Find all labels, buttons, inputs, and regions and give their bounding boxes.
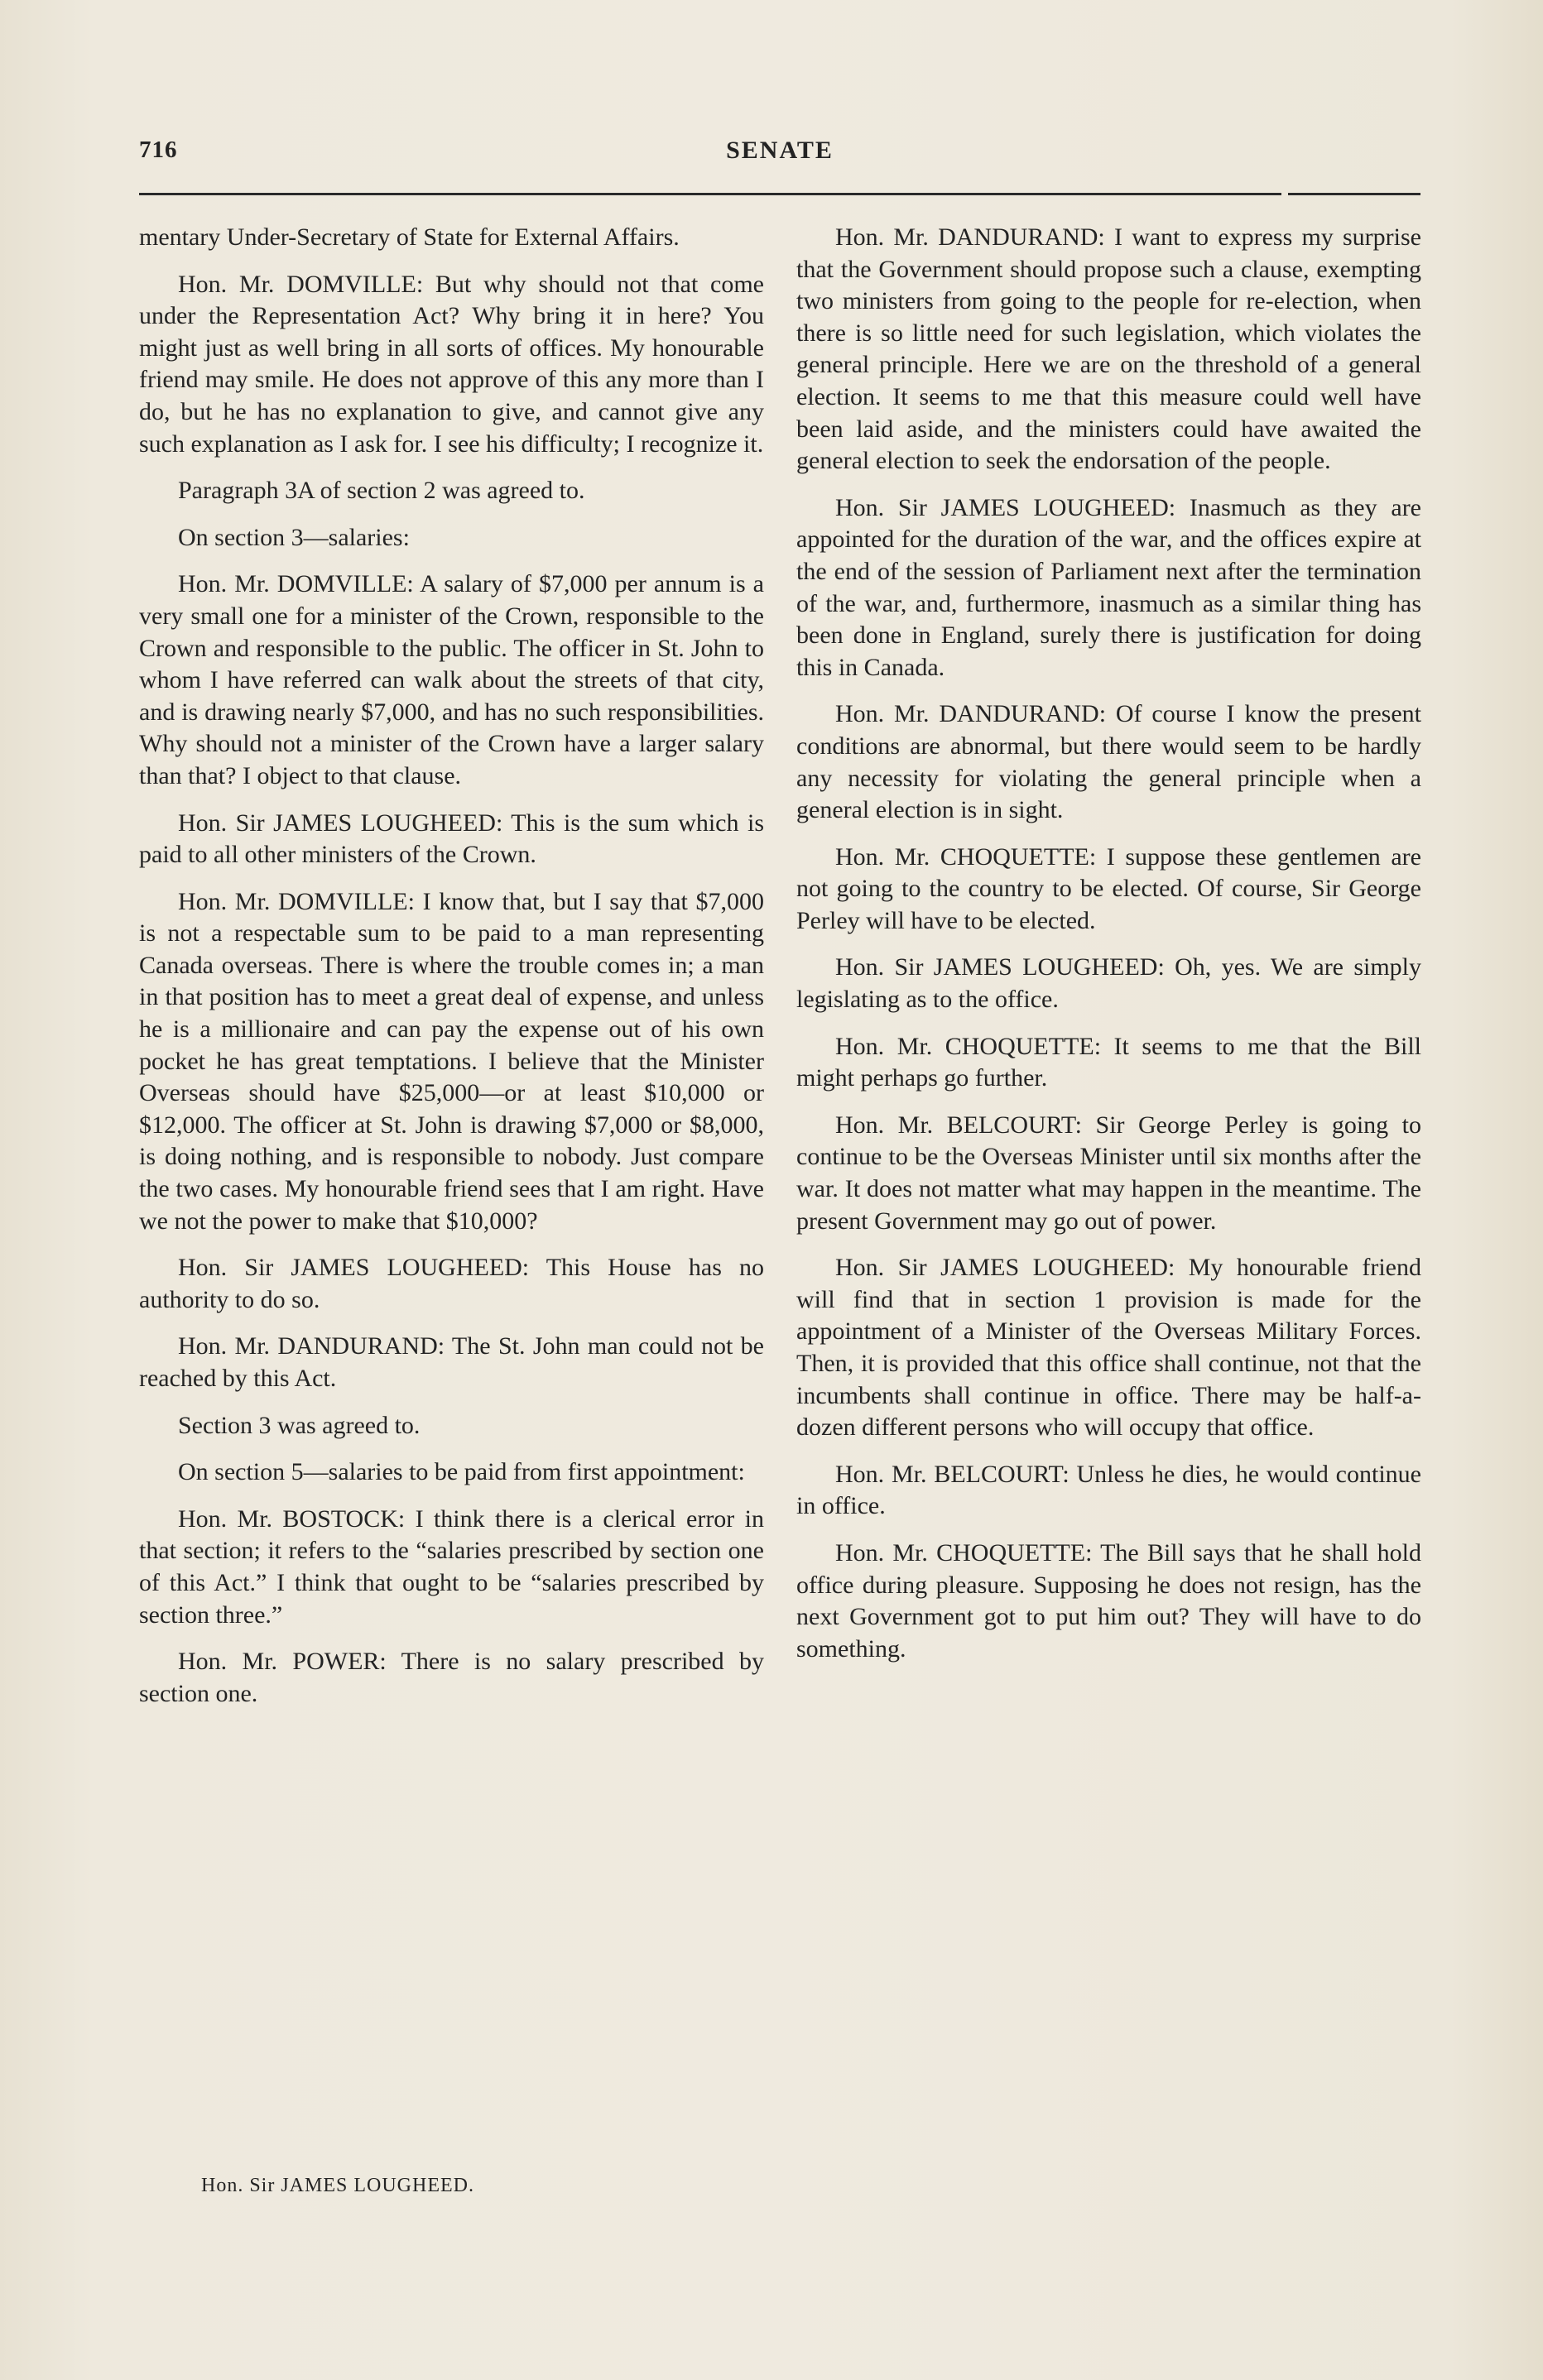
paragraph: Hon. Sir JAMES LOUGHEED: Inasmuch as they are appointed for the duration of the war, and the offices expire at the end of the session of Parliament next after the termination of the war, and, furthermore, inasmuch as a similar thing has been done in England, surely there is justification for doing this in Canada. (796, 493, 1421, 681)
paragraph: Hon. Mr. DANDURAND: Of course I know the present conditions are abnormal, but there would seem to be hardly any necessity for violating the general principle when a general election is in sight. (796, 700, 1421, 824)
paragraph: On section 5—salaries to be paid from first appointment: (178, 1458, 745, 1486)
paragraph: Hon. Sir JAMES LOUGHEED: This is the sum which is paid to all other ministers of the Crown. (139, 809, 764, 869)
paragraph: On section 3—salaries: (178, 523, 410, 551)
right-column (796, 222, 1421, 1680)
paragraph: Hon. Sir JAMES LOUGHEED: This House has no authority to do so. (139, 1254, 764, 1313)
paragraph: Hon. Mr. BELCOURT: Unless he dies, he would continue in office. (796, 1460, 1421, 1520)
paragraph: Paragraph 3A of section 2 was agreed to. (178, 477, 585, 505)
paragraph: Hon. Mr. CHOQUETTE: I suppose these gentlemen are not going to the country to be elected. Of course, Sir George Perley will have to be elected. (796, 842, 1421, 934)
paragraph: Section 3 was agreed to. (178, 1411, 421, 1439)
paragraph: Hon. Mr. DANDURAND: I want to express my surprise that the Government should propose such a clause, exempting two ministers from going to the people for re-election, when there is so little need for such legislation, which violates the general principle. Here we are on the threshold of a general election. It seems to me that this measure could well have been laid aside, and the ministers could have awaited the general election to seek the endorsation of the people. (796, 223, 1421, 475)
paragraph: Hon. Mr. POWER: There is no salary prescribed by section one. (139, 1648, 764, 1707)
header-rule (139, 193, 1281, 195)
paragraph: Hon. Mr. DOMVILLE: But why should not that come under the Representation Act? Why bring it in here? You might just as well bring in all sorts of offices. My honourable friend may smile. He does not approve of this any more than I do, but he has no explanation to give, and cannot give any such explanation as I ask for. I see his difficulty; I recognize it. (139, 270, 764, 458)
footer-catchword: Hon. Sir JAMES LOUGHEED. (201, 2175, 474, 2196)
paragraph: Hon. Mr. BELCOURT: Sir George Perley is going to continue to be the Overseas Minister until six months after the war. It does not matter what may happen in the meantime. The present Government may go out of power. (796, 1111, 1421, 1235)
paragraph: Hon. Sir JAMES LOUGHEED: My honourable friend will find that in section 1 provision is made for the appointment of a Minister of the Overseas Military Forces. Then, it is provided that this office shall continue, not that the incumbents shall continue in office. There may be half-a-dozen different persons who will occupy that office. (796, 1254, 1421, 1442)
paragraph: Hon. Mr. DANDURAND: The St. John man could not be reached by this Act. (139, 1332, 764, 1392)
running-head: SENATE (726, 137, 834, 164)
header-rule-right (1288, 193, 1420, 195)
paragraph: Hon. Mr. DOMVILLE: I know that, but I say that $7,000 is not a respectable sum to be paid to a man representing Canada overseas. There is where the trouble comes in; a man in that position has to meet a great deal of expense, and unless he is a millionaire and can pay the expense out of his own pocket he has great temptations. I believe that the Minister Overseas should have $25,000—or at least $10,000 or $12,000. The officer at St. John is drawing $7,000 or $8,000, is doing nothing, and is responsible to nobody. Just compare the two cases. My honourable friend sees that I am right. Have we not the power to make that $10,000? (139, 887, 764, 1235)
paragraph: mentary Under-Secretary of State for External Affairs. (139, 223, 680, 251)
page-header (139, 137, 1420, 170)
page-number: 716 (139, 137, 178, 163)
paragraph: Hon. Mr. CHOQUETTE: The Bill says that he shall hold office during pleasure. Supposing he does not resign, has the next Government got to put him out? They will have to do something. (796, 1538, 1421, 1663)
left-column (139, 222, 764, 1725)
paragraph: Hon. Mr. CHOQUETTE: It seems to me that the Bill might perhaps go further. (796, 1032, 1421, 1092)
paragraph: Hon. Sir JAMES LOUGHEED: Oh, yes. We are simply legislating as to the office. (796, 953, 1421, 1014)
paragraph: Hon. Mr. BOSTOCK: I think there is a clerical error in that section; it refers to the “salaries prescribed by section one of this Act.” I think that ought to be “salaries prescribed by section three.” (139, 1504, 764, 1629)
paragraph: Hon. Mr. DOMVILLE: A salary of $7,000 per annum is a very small one for a minister of the Crown, responsible to the Crown and responsible to the public. The officer in St. John to whom I have referred can walk about the streets of that city, and is drawing nearly $7,000, and has no such responsibilities. Why should not a minister of the Crown have a larger salary than that? I object to that clause. (139, 570, 764, 789)
